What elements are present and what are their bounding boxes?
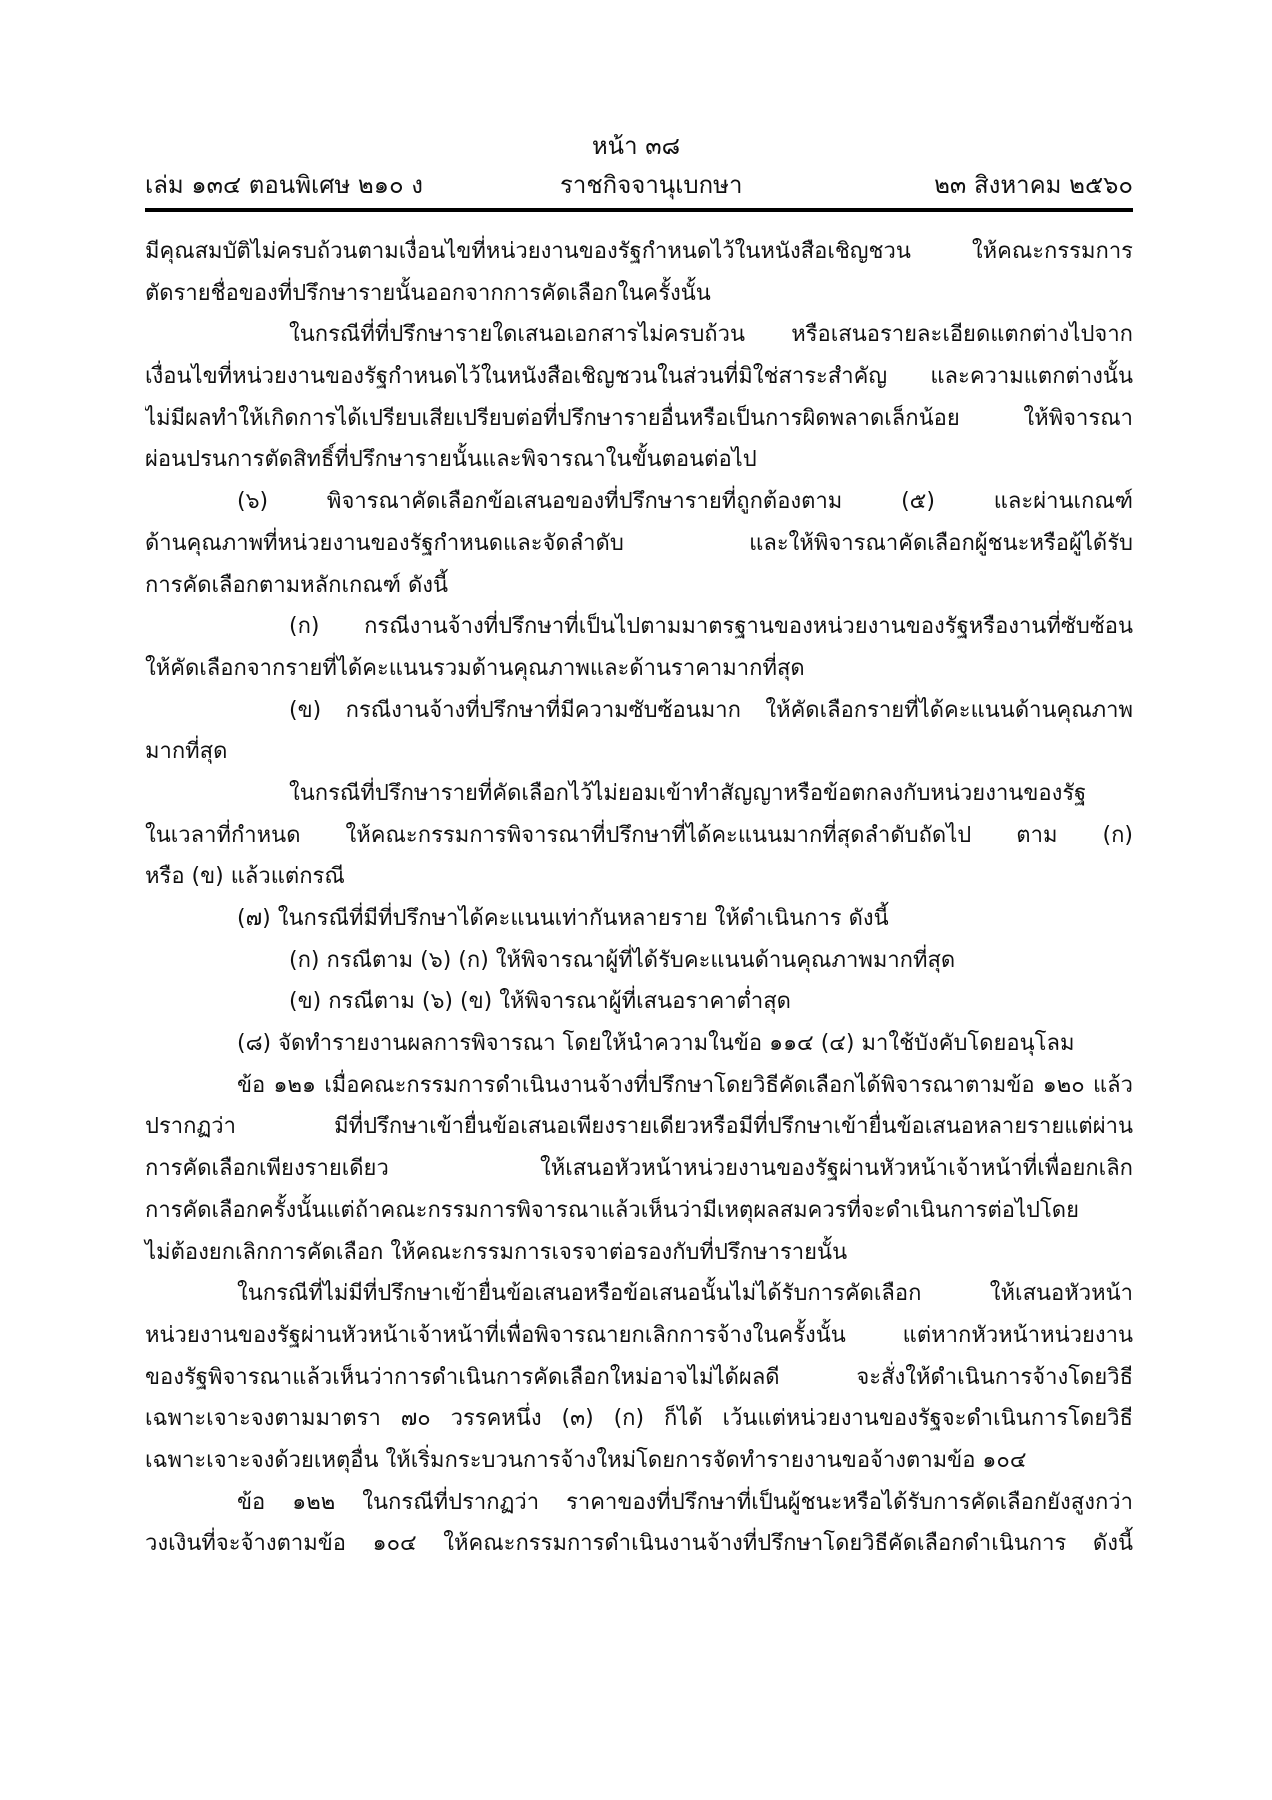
- text-line: ในกรณีที่ที่ปรึกษารายใดเสนอเอกสารไม่ครบถ้วน หรือเสนอรายละเอียดแตกต่างไปจาก: [289, 322, 1133, 348]
- page-number: หน้า ๓๘: [591, 132, 681, 160]
- text-line: ในเวลาที่กำหนด ให้คณะกรรมการพิจารณาที่ปรึกษาที่ได้คะแนนมากที่สุดลำดับถัดไป ตาม (ก): [145, 822, 1133, 848]
- text-line: มากที่สุด: [145, 739, 228, 765]
- text-line: ไม่ต้องยกเลิกการคัดเลือก ให้คณะกรรมการเจรจาต่อรองกับที่ปรึกษารายนั้น: [145, 1239, 848, 1265]
- volume-issue: เล่ม ๑๓๔ ตอนพิเศษ ๒๑๐ ง: [145, 171, 423, 199]
- text-line: หน่วยงานของรัฐผ่านหัวหน้าเจ้าหน้าที่เพื่อพิจารณายกเลิกการจ้างในครั้งนั้น แต่หากหัวหน้าหน่วยงาน: [145, 1322, 1133, 1348]
- text-line: ตัดรายชื่อของที่ปรึกษารายนั้นออกจากการคัดเลือกในครั้งนั้น: [145, 280, 711, 306]
- text-line: ในกรณีที่ปรึกษารายที่คัดเลือกไว้ไม่ยอมเข้าทำสัญญาหรือข้อตกลงกับหน่วยงานของรัฐ: [289, 780, 1087, 806]
- text-line: (๗) ในกรณีที่มีที่ปรึกษาได้คะแนนเท่ากันหลายราย ให้ดำเนินการ ดังนี้: [237, 906, 889, 931]
- gazette-title: ราชกิจจานุเบกษา: [560, 171, 743, 199]
- text-line: ข้อ ๑๒๑ เมื่อคณะกรรมการดำเนินงานจ้างที่ปรึกษาโดยวิธีคัดเลือกได้พิจารณาตามข้อ ๑๒๐ แล้ว: [237, 1072, 1133, 1098]
- text-line: (ก) กรณีงานจ้างที่ปรึกษาที่เป็นไปตามมาตรฐานของหน่วยงานของรัฐหรืองานที่ซับซ้อน: [289, 614, 1133, 640]
- text-line: วงเงินที่จะจ้างตามข้อ ๑๐๔ ให้คณะกรรมการดำเนินงานจ้างที่ปรึกษาโดยวิธีคัดเลือกดำเนินการ ดังนี้: [145, 1531, 1133, 1557]
- text-line: ข้อ ๑๒๒ ในกรณีที่ปรากฏว่า ราคาของที่ปรึกษาที่เป็นผู้ชนะหรือได้รับการคัดเลือกยังสูงกว่า: [237, 1489, 1133, 1515]
- header-rule: [145, 208, 1133, 212]
- publication-date: ๒๓ สิงหาคม ๒๕๖๐: [934, 171, 1133, 199]
- text-line: (ก) กรณีตาม (๖) (ก) ให้พิจารณาผู้ที่ได้รับคะแนนด้านคุณภาพมากที่สุด: [289, 947, 956, 973]
- text-line: เฉพาะเจาะจงด้วยเหตุอื่น ให้เริ่มกระบวนการจ้างใหม่โดยการจัดทำรายงานขอจ้างตามข้อ ๑๐๔: [145, 1447, 1027, 1473]
- text-line: การคัดเลือกเพียงรายเดียว ให้เสนอหัวหน้าหน่วยงานของรัฐผ่านหัวหน้าเจ้าหน้าที่เพื่อยกเลิก: [145, 1156, 1133, 1182]
- text-line: (๘) จัดทำรายงานผลการพิจารณา โดยให้นำความในข้อ ๑๑๔ (๔) มาใช้บังคับโดยอนุโลม: [237, 1031, 1075, 1057]
- text-line: เฉพาะเจาะจงตามมาตรา ๗๐ วรรคหนึ่ง (๓) (ก) ก็ได้ เว้นแต่หน่วยงานของรัฐจะดำเนินการโดยวิธี: [145, 1406, 1133, 1432]
- text-line: ไม่มีผลทำให้เกิดการได้เปรียบเสียเปรียบต่อที่ปรึกษารายอื่นหรือเป็นการผิดพลาดเล็กน้อย ให้พิจารณา: [145, 405, 1133, 431]
- text-line: (๖) พิจารณาคัดเลือกข้อเสนอของที่ปรึกษารายที่ถูกต้องตาม (๕) และผ่านเกณฑ์: [237, 489, 1133, 515]
- text-line: ปรากฏว่า มีที่ปรึกษาเข้ายื่นข้อเสนอเพียงรายเดียวหรือมีที่ปรึกษาเข้ายื่นข้อเสนอหลายรายแต่ผ่าน: [145, 1114, 1133, 1140]
- text-line: ด้านคุณภาพที่หน่วยงานของรัฐกำหนดและจัดลำดับ และให้พิจารณาคัดเลือกผู้ชนะหรือผู้ได้รับ: [145, 530, 1133, 556]
- text-line: (ข) กรณีงานจ้างที่ปรึกษาที่มีความซับซ้อนมาก ให้คัดเลือกรายที่ได้คะแนนด้านคุณภาพ: [289, 697, 1133, 723]
- text-line: มีคุณสมบัติไม่ครบถ้วนตามเงื่อนไขที่หน่วยงานของรัฐกำหนดไว้ในหนังสือเชิญชวน ให้คณะกรรมการ: [145, 239, 1133, 264]
- text-line: การคัดเลือกตามหลักเกณฑ์ ดังนี้: [145, 572, 449, 598]
- text-line: เงื่อนไขที่หน่วยงานของรัฐกำหนดไว้ในหนังสือเชิญชวนในส่วนที่มิใช่สาระสำคัญ และความแตกต่างนั้น: [145, 364, 1133, 390]
- text-line: การคัดเลือกครั้งนั้นแต่ถ้าคณะกรรมการพิจารณาแล้วเห็นว่ามีเหตุผลสมควรที่จะดำเนินการต่อไปโดย: [145, 1197, 1079, 1223]
- text-line: ผ่อนปรนการตัดสิทธิ์ที่ปรึกษารายนั้นและพิจารณาในขั้นตอนต่อไป: [145, 447, 757, 473]
- text-line: หรือ (ข) แล้วแต่กรณี: [145, 864, 345, 890]
- document-body: [145, 231, 1133, 1565]
- text-line: (ข) กรณีตาม (๖) (ข) ให้พิจารณาผู้ที่เสนอราคาต่ำสุด: [289, 989, 791, 1015]
- text-line: ในกรณีที่ไม่มีที่ปรึกษาเข้ายื่นข้อเสนอหรือข้อเสนอนั้นไม่ได้รับการคัดเลือก ให้เสนอหัวหน้า: [237, 1281, 1133, 1307]
- text-line: ของรัฐพิจารณาแล้วเห็นว่าการดำเนินการคัดเลือกใหม่อาจไม่ได้ผลดี จะสั่งให้ดำเนินการจ้างโดยวิธี: [145, 1364, 1133, 1390]
- text-line: ให้คัดเลือกจากรายที่ได้คะแนนรวมด้านคุณภาพและด้านราคามากที่สุด: [145, 655, 805, 681]
